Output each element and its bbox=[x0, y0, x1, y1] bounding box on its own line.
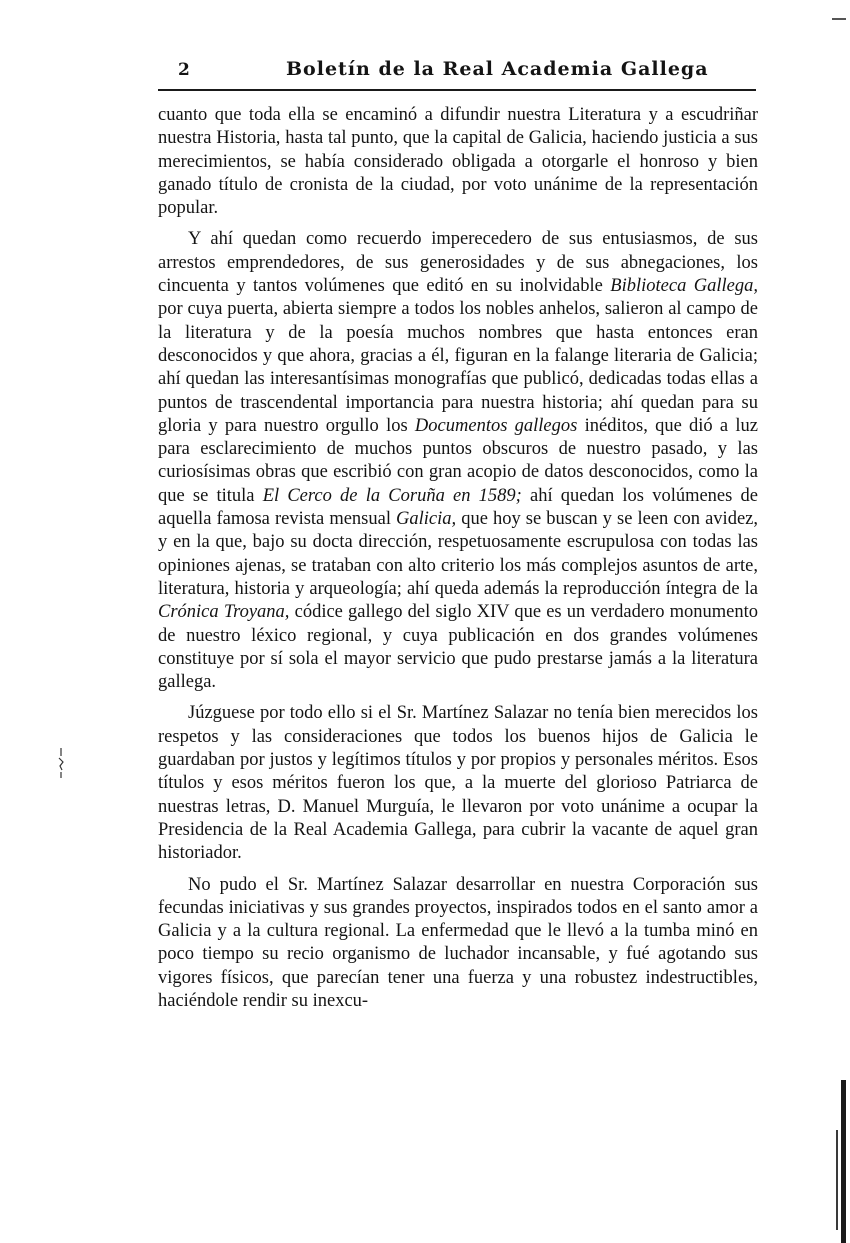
text-run: Júzguese por todo ello si el Sr. Martínez Salazar no tenía bien merecidos los respetos y las consideraciones que todos los buenos hijos de Galicia le guardaban por justos y legítimos títulos y por propios y personales méritos. Esos títulos y esos méritos fueron los que, a la muerte del glorioso Patriarca de nuestras letras, D. Manuel Murguía, le llevaron por voto unánime a ocupar la Presidencia de la Real Academia Gallega, para cubrir la vacante de aquel gran historiador. bbox=[158, 703, 758, 864]
text-run: por cuya puerta, abierta siempre a todos los nobles anhelos, salieron al campo de la literatura y de la poesía muchos nombres que hasta entonces eran desconocidos y que ahora, gracias a él, figuran en la falange literaria de Galicia; ahí quedan las interesantísimas monografías que publicó, dedicadas todas ellas a puntos de trascendental importancia para nuestra historia; ahí quedan para su gloria y para nuestro orgullo los bbox=[158, 299, 758, 436]
italic-title-text: Galicia, bbox=[396, 509, 457, 530]
text-run: que hoy se buscan y se leen con avidez, y en la que, bajo su docta dirección, respetuosamente escrupulosa con todas las opiniones ajenas, se trataban con alto criterio los más complejos asuntos de arte, literatura, historia y arqueología; ahí queda además la reproducción íntegra de la bbox=[158, 509, 758, 599]
scan-top-speck bbox=[832, 18, 846, 20]
text-run: códice gallego del siglo XIV que es un verdadero monumento de nuestro léxico regional, y cuya publicación en dos grandes volúmenes constituye por sí sola el mayor servicio que pudo prestarse jamás a la literatura gallega. bbox=[158, 602, 758, 693]
running-title: Boletín de la Real Academia Gallega bbox=[286, 58, 709, 80]
paragraph bbox=[158, 874, 758, 1014]
page-header bbox=[158, 58, 758, 88]
header-rule bbox=[158, 89, 756, 91]
paragraph bbox=[158, 104, 758, 220]
text-run: cuanto que toda ella se encaminó a difundir nuestra Literatura y a escudriñar nuestra Historia, hasta tal punto, que la capital de Galicia, haciendo justicia a sus merecimientos, se había considerado obligada a otorgarle el honroso y bien ganado título de cronista de la ciudad, por voto unánime de la representación popular. bbox=[158, 105, 758, 219]
text-run: No pudo el Sr. Martínez Salazar desarrollar en nuestra Corporación sus fecundas iniciativas y sus grandes proyectos, inspirados todos en el santo amor a Galicia y a la cultura regional. La enfermedad que le llevó a la tumba minó en poco tiempo su recio organismo de luchador incansable, y fué agotando sus vigores físicos, que parecían tener una fuerza y una robustez indestructibles, haciéndole rendir su inexcu- bbox=[158, 874, 758, 1011]
text-run: ahí quedan los volúmenes de aquella famosa revista mensual bbox=[158, 485, 758, 530]
paragraph bbox=[158, 228, 758, 694]
scan-speck bbox=[58, 748, 64, 778]
body-text bbox=[158, 104, 758, 1021]
italic-title-text: El Cerco de la Coruña en 1589; bbox=[262, 485, 522, 506]
italic-title-text: Documentos gallegos bbox=[414, 415, 578, 436]
scan-edge-shadow bbox=[841, 1080, 846, 1243]
scan-edge-line bbox=[836, 1130, 838, 1230]
italic-title-text: Crónica Troyana, bbox=[158, 602, 290, 623]
italic-title-text: Biblioteca Gallega, bbox=[610, 276, 758, 297]
page-number: 2 bbox=[178, 60, 190, 80]
paragraph bbox=[158, 702, 758, 865]
text-run: inéditos, que dió a luz para esclarecimiento de muchos puntos obscuros de nuestro pasado, y las curiosísimas obras que escribió con gran acopio de datos desconocidos, como la que se titula bbox=[158, 415, 758, 506]
text-run: Y ahí quedan como recuerdo imperecedero de sus entusiasmos, de sus arrestos emprendedores, de sus generosidades y de sus abnegaciones, los cincuenta y tantos volúmenes que editó en su inolvidable bbox=[158, 229, 758, 297]
